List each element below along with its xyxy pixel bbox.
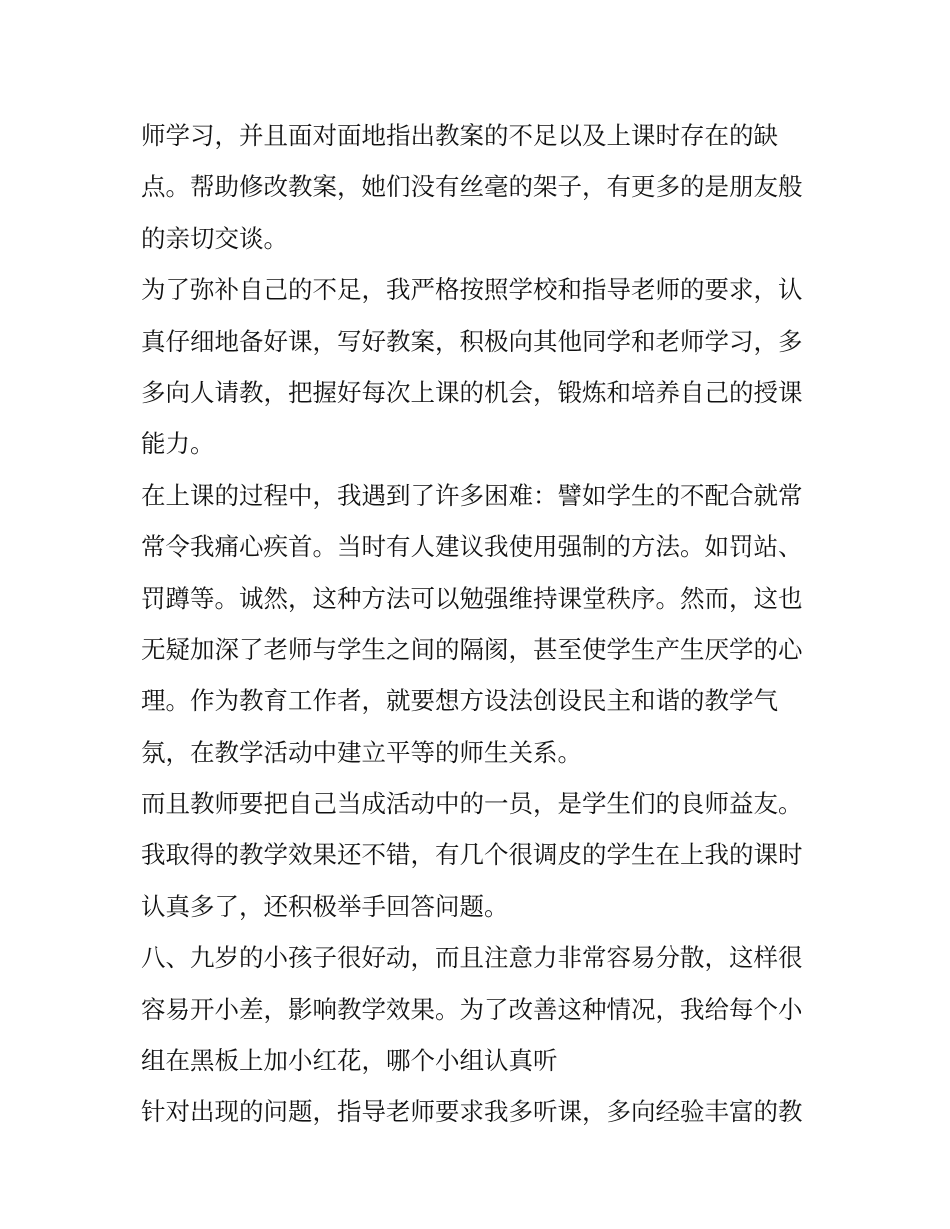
text-line: 的亲切交谈。: [141, 223, 288, 253]
text-line: 师学习，并且面对面地指出教案的不足以及上课时存在的缺: [141, 121, 778, 150]
text-line: 点。帮助修改教案，她们没有丝毫的架子，有更多的是朋友般: [141, 172, 803, 202]
text-line: 为了弥补自己的不足，我严格按照学校和指导老师的要求，认: [141, 275, 803, 305]
text-line: 理。作为教育工作者，就要想方设法创设民主和谐的教学气: [141, 686, 778, 716]
text-line: 无疑加深了老师与学生之间的隔阂，甚至使学生产生厌学的心: [141, 634, 803, 664]
text-line: 而且教师要把自己当成活动中的一员，是学生们的良师益友。: [141, 789, 803, 819]
text-line: 我取得的教学效果还不错，有几个很调皮的学生在上我的课时: [141, 840, 803, 870]
text-line: 氛，在教学活动中建立平等的师生关系。: [141, 737, 582, 767]
text-line: 组在黑板上加小红花，哪个小组认真听: [141, 1046, 558, 1076]
text-line: 常令我痛心疾首。当时有人建议我使用强制的方法。如罚站、: [141, 532, 803, 562]
text-line: 多向人请教，把握好每次上课的机会，锻炼和培养自己的授课: [141, 377, 803, 407]
text-line: 真仔细地备好课，写好教案，积极向其他同学和老师学习，多: [141, 326, 803, 356]
text-line: 八、九岁的小孩子很好动，而且注意力非常容易分散，这样很: [141, 943, 803, 973]
body-text: [141, 110, 821, 1138]
text-line: 能力。: [141, 429, 215, 459]
text-line: 罚蹲等。诚然，这种方法可以勉强维持课堂秩序。然而，这也: [141, 583, 803, 613]
text-line: 在上课的过程中，我遇到了许多困难：譬如学生的不配合就常: [141, 480, 803, 510]
text-line: 容易开小差，影响教学效果。为了改善这种情况，我给每个小: [141, 994, 803, 1024]
text-line: 针对出现的问题，指导老师要求我多听课，多向经验丰富的教: [141, 1097, 803, 1127]
text-line: 认真多了，还积极举手回答问题。: [141, 891, 509, 921]
